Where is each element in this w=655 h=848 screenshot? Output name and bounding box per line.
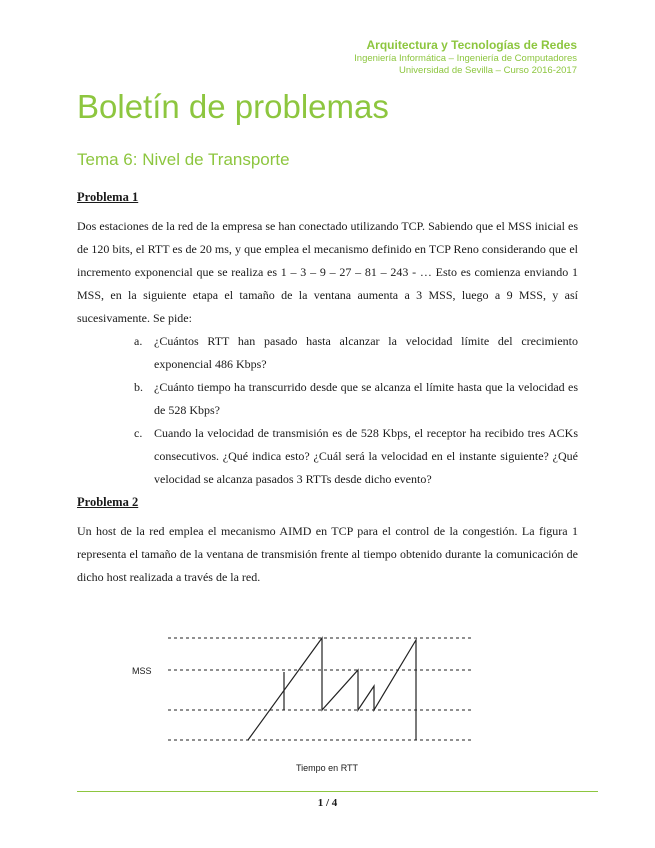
- chart-svg: [0, 600, 655, 790]
- page-subtitle: Tema 6: Nivel de Transporte: [77, 150, 290, 169]
- chart-ylabel: MSS: [132, 666, 152, 676]
- page-title: Boletín de problemas: [77, 88, 389, 125]
- question-text: ¿Cuánto tiempo ha transcurrido desde que se alcanza el límite hasta que la velocidad es de 528 Kbps?: [154, 380, 578, 417]
- header-degree: Ingeniería Informática – Ingeniería de Computadores: [354, 53, 577, 64]
- document-body: [77, 190, 578, 589]
- question-marker: c.: [134, 426, 143, 440]
- question-marker: b.: [134, 380, 143, 394]
- problem2-heading: Problema 2: [77, 495, 139, 509]
- question-item: [77, 376, 578, 422]
- problem1-heading: Problema 1: [77, 190, 139, 204]
- window-size-series: [248, 638, 416, 740]
- problem1-text: Dos estaciones de la red de la empresa se han conectado utilizando TCP. Sabiendo que el MSS inicial es de 120 bits, el RTT es de 20 ms, y que emplea el mecanismo definido en TCP Reno considerando que el incremento exponencial que se realiza es 1 – 3 – 9 – 27 – 81 – 243 - … Esto es comienza enviando 1 MSS, en la siguiente etapa el tamaño de la ventana aumenta a 3 MSS, luego a 9 MSS, y así sucesivamente. Se pide:: [77, 219, 578, 325]
- question-text: ¿Cuántos RTT han pasado hasta alcanzar la velocidad límite del crecimiento exponencial 486 Kbps?: [154, 334, 578, 371]
- question-text: Cuando la velocidad de transmisión es de 528 Kbps, el receptor ha recibido tres ACKs consecutivos. ¿Qué indica esto? ¿Cuál será la velocidad en el instante siguiente? ¿Qué velocidad se alcanza pasados 3 RTTs desde dicho evento?: [154, 426, 578, 486]
- running-header: [354, 38, 577, 77]
- question-item: [77, 330, 578, 376]
- problem1-questions: [77, 330, 578, 491]
- footer-rule: [77, 791, 598, 792]
- header-university: Universidad de Sevilla – Curso 2016-2017: [399, 65, 577, 76]
- window-size-chart: [0, 600, 655, 790]
- question-item: [77, 422, 578, 491]
- page-number: 1 / 4: [317, 797, 338, 809]
- chart-xlabel: Tiempo en RTT: [296, 763, 359, 773]
- question-marker: a.: [134, 334, 143, 348]
- header-course: Arquitectura y Tecnologías de Redes: [366, 38, 577, 52]
- problem2-text: Un host de la red emplea el mecanismo AIMD en TCP para el control de la congestión. La figura 1 representa el tamaño de la ventana de transmisión frente al tiempo obtenido durante la comunicación de dicho host realizada a través de la red.: [77, 524, 578, 584]
